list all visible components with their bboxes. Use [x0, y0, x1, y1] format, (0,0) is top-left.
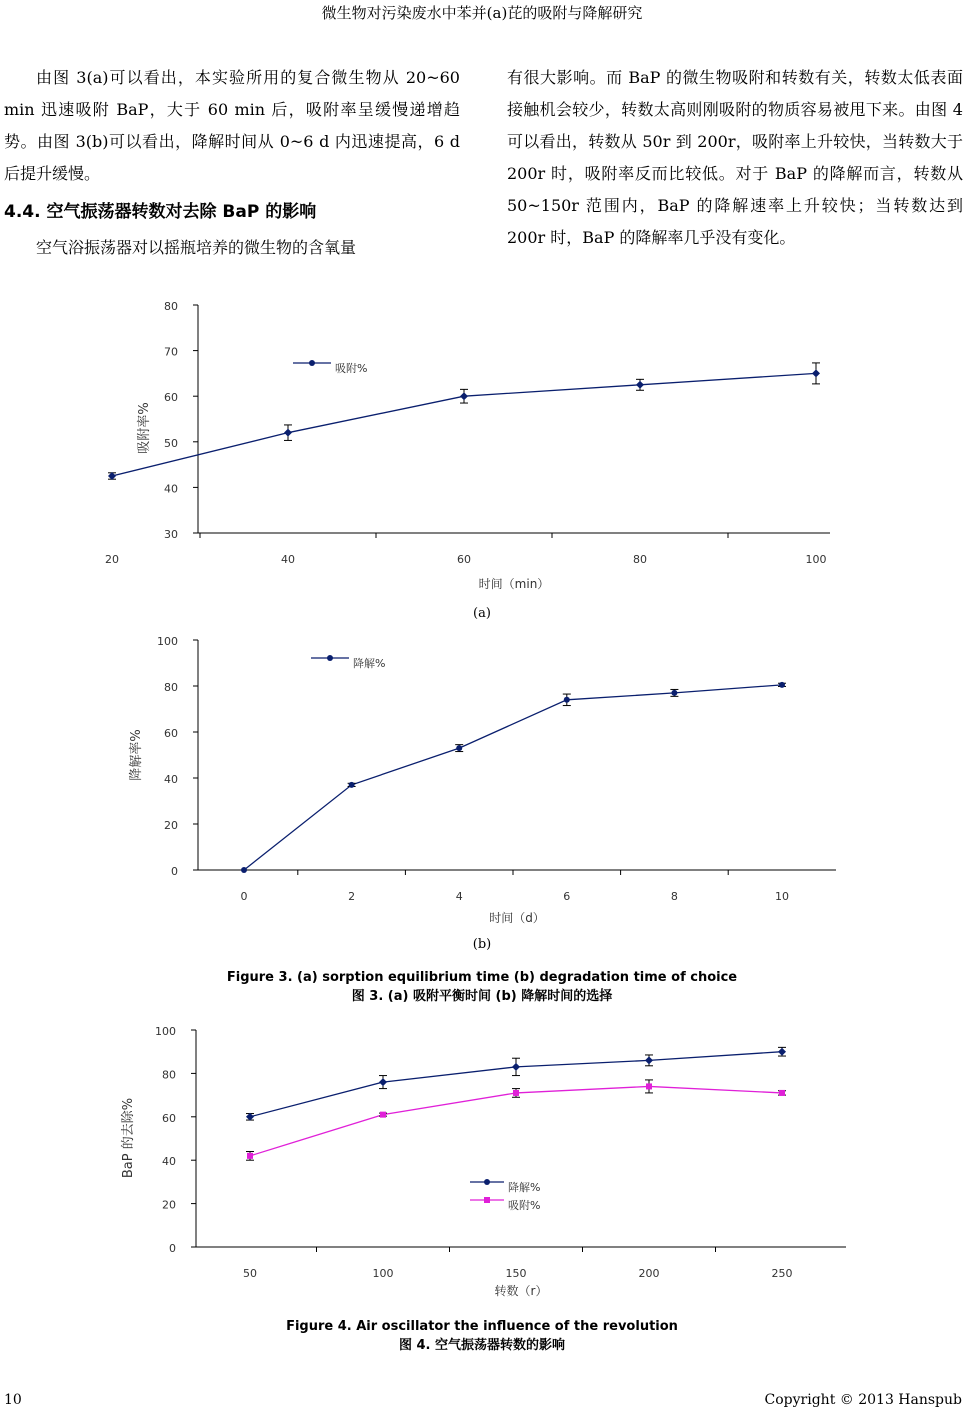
- x-tick-label: 50: [243, 1267, 257, 1280]
- x-tick-label: 10: [775, 890, 789, 903]
- x-tick-label: 8: [670, 890, 678, 903]
- y-tick-label: 60: [162, 1111, 176, 1125]
- x-axis-label: 时间（min）: [478, 577, 550, 591]
- left-column: [4, 62, 460, 264]
- data-point: [379, 1078, 387, 1086]
- data-point: [778, 1048, 786, 1056]
- data-point: [284, 429, 292, 437]
- legend-label: 降解%: [508, 1181, 541, 1194]
- data-point: [247, 1153, 253, 1159]
- x-tick-label: 200: [638, 1267, 660, 1280]
- x-tick-label: 6: [563, 890, 571, 903]
- y-tick-label: 50: [164, 436, 178, 450]
- data-point: [456, 745, 462, 751]
- data-point: [512, 1063, 520, 1071]
- legend-marker: [484, 1179, 490, 1185]
- x-tick-label: 250: [771, 1267, 793, 1280]
- copyright: Copyright © 2013 Hanspub: [764, 1392, 962, 1408]
- sublabel-a: (a): [473, 606, 491, 621]
- x-tick-label: 150: [505, 1267, 527, 1280]
- y-tick-label: 80: [164, 681, 178, 694]
- data-point: [646, 1083, 652, 1089]
- y-tick-label: 0: [169, 1242, 176, 1255]
- x-tick-label: 100: [372, 1267, 394, 1280]
- legend-marker: [309, 360, 315, 366]
- y-tick-label: 20: [164, 819, 178, 832]
- y-axis-label: BaP 的去除%: [121, 1097, 136, 1179]
- section-heading: 4.4. 空气振荡器转数对去除 BaP 的影响: [4, 202, 317, 222]
- y-axis-label: 吸附率%: [137, 402, 152, 454]
- legend-label: 吸附%: [508, 1199, 541, 1212]
- figure3-caption-zh: 图 3. (a) 吸附平衡时间 (b) 降解时间的选择: [351, 989, 613, 1004]
- data-point: [349, 782, 355, 788]
- y-tick-label: 100: [155, 1025, 176, 1038]
- page-number: 10: [4, 1392, 22, 1408]
- legend-label: 吸附%: [335, 362, 368, 375]
- chart-degradation-time: [0, 630, 964, 930]
- x-tick-label: 80: [633, 553, 647, 566]
- y-tick-label: 70: [164, 345, 178, 359]
- paragraph: 由图 3(a)可以看出，本实验所用的复合微生物从 20~60 min 迅速吸附 BaP，大于 60 min 后，吸附率呈缓慢递增趋势。由图 3(b)可以看出，降解时间从 0~6 d 内迅速提高，6 d 后提升缓慢。: [4, 68, 460, 183]
- y-tick-label: 30: [164, 528, 178, 541]
- y-axis-label: 降解率%: [129, 729, 144, 781]
- x-tick-label: 20: [105, 553, 119, 566]
- y-tick-label: 60: [164, 727, 178, 740]
- series-line: [244, 685, 782, 870]
- data-point: [460, 392, 468, 400]
- y-tick-label: 80: [162, 1068, 176, 1082]
- y-tick-label: 40: [162, 1155, 176, 1169]
- figure3-caption-en: Figure 3. (a) sorption equilibrium time (b) degradation time of choice: [226, 970, 738, 985]
- x-axis-label: 时间（d）: [489, 911, 545, 925]
- paragraph: 空气浴振荡器对以摇瓶培养的微生物的含氧量: [36, 238, 357, 257]
- legend-marker: [327, 655, 333, 661]
- running-header: 微生物对污染废水中苯并(a)芘的吸附与降解研究: [321, 4, 643, 22]
- y-tick-label: 40: [164, 773, 178, 786]
- data-point: [812, 369, 820, 377]
- x-tick-label: 40: [281, 553, 295, 566]
- y-tick-label: 80: [164, 300, 178, 313]
- figure4-caption-zh: 图 4. 空气振荡器转数的影响: [398, 1338, 566, 1353]
- paragraph: 有很大影响。而 BaP 的微生物吸附和转数有关，转数太低表面接触机会较少，转数太高则刚吸附的物质容易被甩下来。由图 4 可以看出，转数从 50r 到 200r，吸附率上升较快，当转数大于 200r 时，吸附率反而比较低。对于 BaP 的降解而言，转数从 50~150r 范围内，BaP 的降解速率上升较快；当转数达到 200r 时，BaP 的降解率几乎没有变化。: [507, 68, 963, 247]
- data-point: [513, 1090, 519, 1096]
- data-point: [779, 1090, 785, 1096]
- right-column: [507, 62, 963, 254]
- y-tick-label: 60: [164, 391, 178, 405]
- data-point: [241, 867, 247, 873]
- data-point: [564, 697, 570, 703]
- x-tick-label: 0: [240, 890, 248, 903]
- y-tick-label: 20: [162, 1198, 176, 1212]
- data-point: [380, 1112, 386, 1118]
- y-tick-label: 100: [157, 635, 178, 648]
- legend-marker: [484, 1197, 490, 1203]
- x-tick-label: 4: [455, 890, 463, 903]
- chart-adsorption-time: [0, 300, 964, 600]
- x-axis-label: 转数（r）: [494, 1284, 548, 1298]
- y-tick-label: 0: [171, 865, 178, 878]
- data-point: [671, 690, 677, 696]
- x-tick-label: 100: [805, 553, 827, 566]
- x-tick-label: 2: [348, 890, 356, 903]
- series-line: [112, 373, 816, 476]
- figure4-caption-en: Figure 4. Air oscillator the influence of the revolution: [286, 1319, 678, 1334]
- data-point: [636, 381, 644, 389]
- legend-label: 降解%: [353, 657, 386, 670]
- sublabel-b: (b): [472, 937, 492, 952]
- data-point: [645, 1056, 653, 1064]
- y-tick-label: 40: [164, 482, 178, 496]
- x-tick-label: 60: [457, 553, 471, 566]
- data-point: [779, 682, 785, 688]
- chart-revolution: [0, 1020, 964, 1310]
